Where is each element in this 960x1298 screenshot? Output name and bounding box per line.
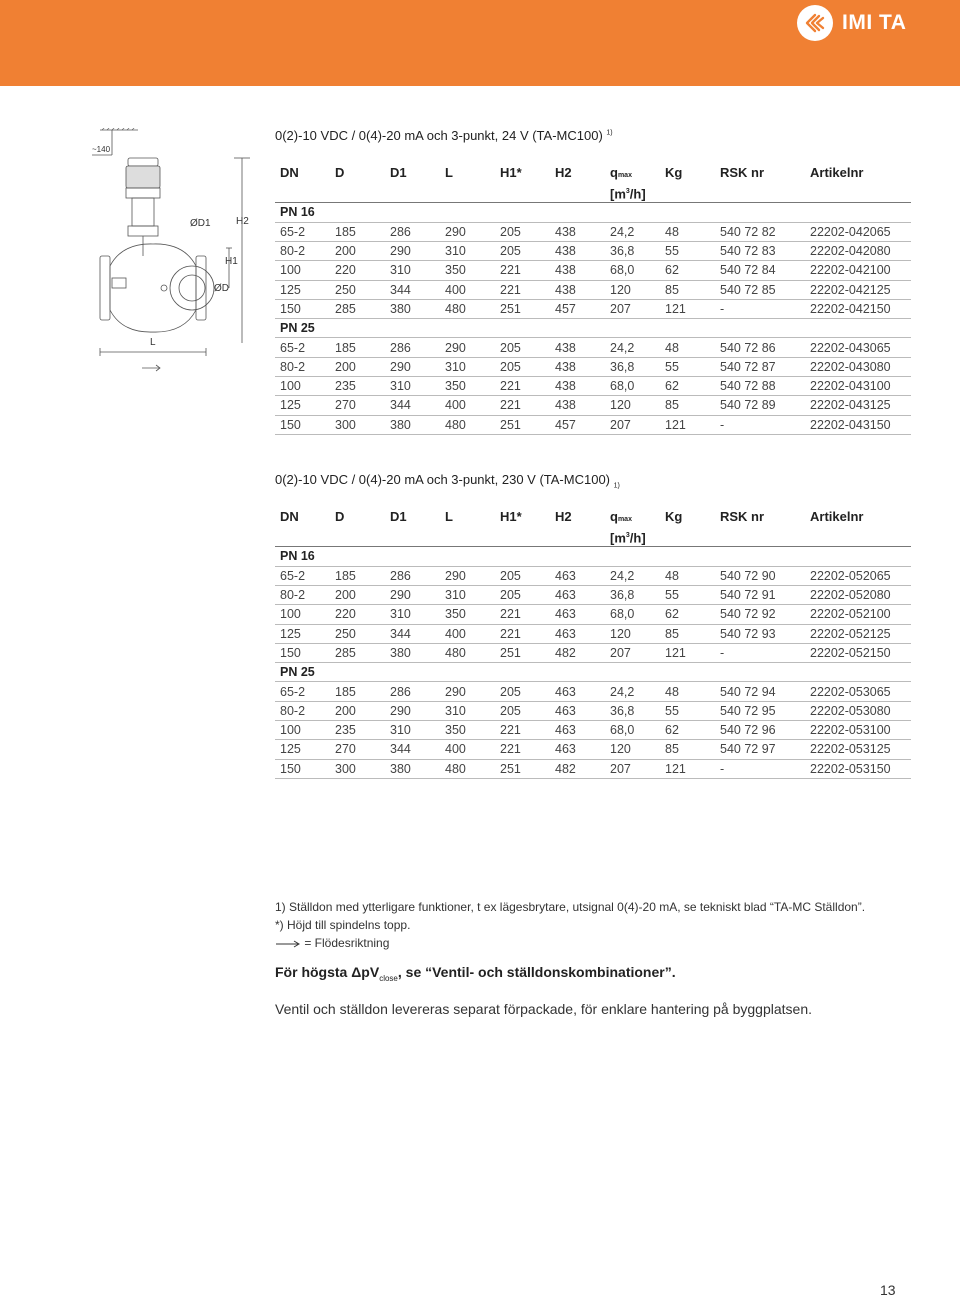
table-row — [275, 280, 911, 299]
page-number: 13 — [880, 1282, 896, 1298]
table-cell: 540 72 87 — [715, 357, 805, 376]
table-cell: 438 — [550, 261, 605, 280]
table-cell: 221 — [495, 377, 550, 396]
table-cell: 200 — [330, 701, 385, 720]
table-cell: 350 — [440, 721, 495, 740]
spec-table-24v — [275, 163, 911, 435]
table-cell: 290 — [440, 222, 495, 241]
table-cell: 68,0 — [605, 721, 660, 740]
table-cell: 286 — [385, 338, 440, 357]
table-row — [275, 605, 911, 624]
table-row — [275, 624, 911, 643]
table-cell: 55 — [660, 241, 715, 260]
table-row — [275, 241, 911, 260]
table-cell: 344 — [385, 396, 440, 415]
col-q-unit: [m — [610, 530, 626, 546]
table-cell: 22202-043065 — [805, 338, 911, 357]
table-cell: 205 — [495, 682, 550, 701]
table-cell: 221 — [495, 740, 550, 759]
table-cell: 480 — [440, 759, 495, 778]
table-cell: 55 — [660, 585, 715, 604]
table-row — [275, 377, 911, 396]
table-cell: 310 — [385, 261, 440, 280]
table-cell: 250 — [330, 624, 385, 643]
table-cell: 22202-043125 — [805, 396, 911, 415]
table-cell: 438 — [550, 241, 605, 260]
table-cell: 205 — [495, 357, 550, 376]
section2-title-note: 1) — [613, 482, 620, 490]
table-cell: 85 — [660, 624, 715, 643]
col-dn: DN — [280, 165, 299, 180]
combination-note-sub: close — [379, 973, 398, 983]
col-q-unit-sup: 3 — [625, 532, 630, 539]
table-cell: 24,2 — [605, 222, 660, 241]
table-cell: 380 — [385, 759, 440, 778]
table-cell: 463 — [550, 701, 605, 720]
drawing-label-d1: ØD1 — [190, 218, 211, 229]
table-cell: 22202-043100 — [805, 377, 911, 396]
section1-title-note: 1) — [606, 129, 613, 137]
table-cell: 350 — [440, 261, 495, 280]
table-cell: 290 — [385, 241, 440, 260]
table-cell: 344 — [385, 740, 440, 759]
table-cell: 65-2 — [275, 338, 330, 357]
table-cell: 480 — [440, 415, 495, 434]
table-row — [275, 222, 911, 241]
table-cell: 310 — [385, 605, 440, 624]
table-cell: 22202-053065 — [805, 682, 911, 701]
table-cell: 22202-043080 — [805, 357, 911, 376]
table-cell: 540 72 89 — [715, 396, 805, 415]
table-cell: 36,8 — [605, 701, 660, 720]
col-q-sub: max — [617, 516, 632, 523]
table-cell: 100 — [275, 377, 330, 396]
table-cell: 221 — [495, 261, 550, 280]
table-cell: 250 — [330, 280, 385, 299]
pressure-group-label: PN 16 — [275, 547, 911, 566]
table-cell: 310 — [440, 701, 495, 720]
table-cell: 85 — [660, 280, 715, 299]
col-q-unit-post: /h] — [629, 530, 646, 546]
table-cell: 270 — [330, 396, 385, 415]
table-cell: 540 72 95 — [715, 701, 805, 720]
table-cell: 463 — [550, 740, 605, 759]
col-kg: Kg — [665, 165, 683, 180]
drawing-label-d: ØD — [214, 283, 229, 294]
pressure-group-row — [275, 663, 911, 682]
table-cell: 22202-042065 — [805, 222, 911, 241]
table-cell: 310 — [440, 585, 495, 604]
table-cell: 125 — [275, 280, 330, 299]
table-row — [275, 566, 911, 585]
table-cell: 22202-053150 — [805, 759, 911, 778]
section1-title — [275, 128, 613, 143]
table-cell: 310 — [385, 377, 440, 396]
table-cell: 380 — [385, 299, 440, 318]
table-row — [275, 701, 911, 720]
table-cell: 300 — [330, 415, 385, 434]
col-q-sub: max — [617, 172, 632, 179]
table-cell: 22202-052080 — [805, 585, 911, 604]
table-cell: 22202-052125 — [805, 624, 911, 643]
col-q-unit-post: /h] — [629, 186, 646, 202]
col-art: Artikelnr — [810, 509, 864, 524]
table-cell: 457 — [550, 415, 605, 434]
table-cell: 540 72 84 — [715, 261, 805, 280]
table-cell: 290 — [385, 357, 440, 376]
table-row — [275, 396, 911, 415]
imi-logo-icon — [797, 5, 833, 41]
table-cell: 100 — [275, 605, 330, 624]
table-cell: 80-2 — [275, 701, 330, 720]
table-cell: 438 — [550, 377, 605, 396]
table-cell: 221 — [495, 605, 550, 624]
table-cell: 22202-053125 — [805, 740, 911, 759]
table-cell: 310 — [440, 241, 495, 260]
table-cell: 185 — [330, 338, 385, 357]
table-cell: 220 — [330, 605, 385, 624]
table-cell: 463 — [550, 585, 605, 604]
table-cell: 540 72 91 — [715, 585, 805, 604]
col-d: D — [335, 509, 345, 524]
table-cell: 125 — [275, 396, 330, 415]
table-row — [275, 643, 911, 662]
table-header-row — [275, 507, 911, 547]
table-cell: 48 — [660, 222, 715, 241]
table-cell: 22202-043150 — [805, 415, 911, 434]
table-cell: 480 — [440, 643, 495, 662]
table-cell: 463 — [550, 624, 605, 643]
table-row — [275, 721, 911, 740]
table-cell: 150 — [275, 759, 330, 778]
table-cell: 438 — [550, 396, 605, 415]
table-cell: 68,0 — [605, 377, 660, 396]
table-cell: 24,2 — [605, 682, 660, 701]
table-cell: 62 — [660, 377, 715, 396]
drawing-label-l: L — [150, 337, 156, 348]
table-cell: 48 — [660, 682, 715, 701]
table-cell: 251 — [495, 299, 550, 318]
col-qmax — [605, 507, 660, 547]
pressure-group-row — [275, 319, 911, 338]
table-cell: 68,0 — [605, 261, 660, 280]
table-cell: 400 — [440, 624, 495, 643]
table-cell: 36,8 — [605, 585, 660, 604]
table-cell: 150 — [275, 415, 330, 434]
table-cell: 235 — [330, 721, 385, 740]
table-cell: 438 — [550, 338, 605, 357]
table-cell: 344 — [385, 280, 440, 299]
table-cell: 120 — [605, 280, 660, 299]
table-row — [275, 415, 911, 434]
table-cell: 205 — [495, 338, 550, 357]
pressure-group-label: PN 25 — [275, 663, 911, 682]
table-cell: 62 — [660, 605, 715, 624]
table-cell: 48 — [660, 566, 715, 585]
col-q-unit: [m — [610, 186, 626, 202]
table-cell: 80-2 — [275, 357, 330, 376]
table-cell: 400 — [440, 396, 495, 415]
table-cell: 185 — [330, 566, 385, 585]
table-cell: 80-2 — [275, 241, 330, 260]
table-cell: 310 — [440, 357, 495, 376]
table-cell: 380 — [385, 643, 440, 662]
table-header-row — [275, 163, 911, 203]
col-h2: H2 — [555, 165, 572, 180]
pressure-group-label: PN 25 — [275, 319, 911, 338]
table-cell: 185 — [330, 682, 385, 701]
section2-title — [275, 472, 620, 490]
table-cell: 251 — [495, 759, 550, 778]
table-cell: 482 — [550, 759, 605, 778]
table-cell: 290 — [385, 585, 440, 604]
brand-logo — [797, 4, 924, 42]
table-cell: 540 72 83 — [715, 241, 805, 260]
col-l: L — [445, 165, 453, 180]
col-h1: H1* — [500, 509, 522, 524]
table-cell: 540 72 96 — [715, 721, 805, 740]
col-art: Artikelnr — [810, 165, 864, 180]
table-cell: 205 — [495, 701, 550, 720]
table-cell: 55 — [660, 357, 715, 376]
table-cell: 207 — [605, 415, 660, 434]
table-cell: 350 — [440, 605, 495, 624]
footnote-flow-text: = Flödesriktning — [304, 936, 390, 950]
combination-note-pre: För högsta ΔpV — [275, 964, 380, 980]
table-cell: 480 — [440, 299, 495, 318]
table-cell: 540 72 82 — [715, 222, 805, 241]
table-cell: 221 — [495, 280, 550, 299]
drawing-label-h2: H2 — [236, 216, 249, 227]
col-rsk: RSK nr — [720, 509, 765, 524]
table-cell: 200 — [330, 241, 385, 260]
table-cell: 22202-042125 — [805, 280, 911, 299]
table-cell: - — [715, 415, 805, 434]
table-cell: 48 — [660, 338, 715, 357]
table-cell: 22202-053080 — [805, 701, 911, 720]
table-cell: 286 — [385, 566, 440, 585]
table-cell: 290 — [440, 682, 495, 701]
table-cell: 100 — [275, 721, 330, 740]
table-cell: 540 72 94 — [715, 682, 805, 701]
table-cell: 286 — [385, 222, 440, 241]
table-cell: 540 72 88 — [715, 377, 805, 396]
table-cell: 221 — [495, 624, 550, 643]
table-cell: 22202-042080 — [805, 241, 911, 260]
table-cell: 235 — [330, 377, 385, 396]
table-cell: 185 — [330, 222, 385, 241]
table-cell: 120 — [605, 624, 660, 643]
table-cell: 400 — [440, 280, 495, 299]
table-cell: 205 — [495, 241, 550, 260]
table-row — [275, 338, 911, 357]
table-cell: 207 — [605, 759, 660, 778]
brand-header-bar — [0, 0, 960, 86]
table-cell: 482 — [550, 643, 605, 662]
table-cell: 22202-052150 — [805, 643, 911, 662]
col-l: L — [445, 509, 453, 524]
table-cell: 290 — [440, 566, 495, 585]
table-cell: 344 — [385, 624, 440, 643]
pressure-group-row — [275, 203, 911, 222]
table-cell: 55 — [660, 701, 715, 720]
col-q-unit-sup: 3 — [625, 188, 630, 195]
table-cell: 463 — [550, 566, 605, 585]
table-cell: - — [715, 299, 805, 318]
table-cell: 221 — [495, 721, 550, 740]
table-cell: - — [715, 643, 805, 662]
table-cell: 285 — [330, 643, 385, 662]
table-cell: 120 — [605, 740, 660, 759]
valve-drawing — [92, 128, 262, 373]
table-cell: 125 — [275, 624, 330, 643]
footnote-2: *) Höjd till spindelns topp. — [275, 918, 411, 932]
table-cell: 463 — [550, 721, 605, 740]
drawing-label-top: ~140 — [92, 145, 111, 154]
table-row — [275, 299, 911, 318]
table-cell: 150 — [275, 643, 330, 662]
table-cell: 62 — [660, 721, 715, 740]
table-cell: 380 — [385, 415, 440, 434]
table-cell: 438 — [550, 280, 605, 299]
table-cell: 400 — [440, 740, 495, 759]
col-kg: Kg — [665, 509, 683, 524]
table-cell: 22202-052100 — [805, 605, 911, 624]
table-cell: 85 — [660, 740, 715, 759]
table-cell: 463 — [550, 605, 605, 624]
table-cell: 463 — [550, 682, 605, 701]
table-cell: 438 — [550, 357, 605, 376]
table-cell: 540 72 85 — [715, 280, 805, 299]
col-h2: H2 — [555, 509, 572, 524]
pressure-group-label: PN 16 — [275, 203, 911, 222]
table-cell: 24,2 — [605, 566, 660, 585]
col-q-symbol: q — [610, 509, 618, 524]
table-cell: 540 72 93 — [715, 624, 805, 643]
table-row — [275, 357, 911, 376]
table-cell: - — [715, 759, 805, 778]
pressure-group-row — [275, 547, 911, 566]
table-row — [275, 585, 911, 604]
combination-note-post: , se “Ventil- och ställdonskombinationer”. — [397, 964, 676, 980]
table-row — [275, 261, 911, 280]
table-cell: 290 — [440, 338, 495, 357]
table-cell: 22202-053100 — [805, 721, 911, 740]
table-cell: 62 — [660, 261, 715, 280]
col-dn: DN — [280, 509, 299, 524]
table-cell: 121 — [660, 299, 715, 318]
table-cell: 65-2 — [275, 566, 330, 585]
table-cell: 290 — [385, 701, 440, 720]
col-q-symbol: q — [610, 165, 618, 180]
table-cell: 120 — [605, 396, 660, 415]
delivery-note: Ventil och ställdon levereras separat förpackade, för enklare hantering på byggplatsen. — [275, 1001, 813, 1017]
table-cell: 65-2 — [275, 222, 330, 241]
table-cell: 36,8 — [605, 357, 660, 376]
table-cell: 207 — [605, 643, 660, 662]
table-cell: 457 — [550, 299, 605, 318]
table-cell: 121 — [660, 759, 715, 778]
table-row — [275, 740, 911, 759]
col-d: D — [335, 165, 345, 180]
table-cell: 251 — [495, 643, 550, 662]
table-cell: 200 — [330, 357, 385, 376]
table-cell: 540 72 92 — [715, 605, 805, 624]
flow-arrow-icon — [275, 939, 301, 949]
table-cell: 207 — [605, 299, 660, 318]
table-cell: 438 — [550, 222, 605, 241]
col-qmax — [605, 163, 660, 203]
table-cell: 300 — [330, 759, 385, 778]
footnote-flow — [275, 934, 865, 952]
section1-title-text: 0(2)-10 VDC / 0(4)-20 mA och 3-punkt, 24 V (TA-MC100) — [275, 128, 603, 143]
table-row — [275, 682, 911, 701]
table-cell: 540 72 90 — [715, 566, 805, 585]
table-cell: 270 — [330, 740, 385, 759]
table-cell: 65-2 — [275, 682, 330, 701]
table-cell: 36,8 — [605, 241, 660, 260]
section2-title-text: 0(2)-10 VDC / 0(4)-20 mA och 3-punkt, 230 V (TA-MC100) — [275, 472, 610, 487]
footnotes — [275, 898, 865, 952]
table-cell: 121 — [660, 415, 715, 434]
table-cell: 540 72 97 — [715, 740, 805, 759]
col-rsk: RSK nr — [720, 165, 765, 180]
table-cell: 310 — [385, 721, 440, 740]
col-d1: D1 — [390, 509, 407, 524]
table-cell: 350 — [440, 377, 495, 396]
table-cell: 22202-042100 — [805, 261, 911, 280]
table-cell: 286 — [385, 682, 440, 701]
table-cell: 85 — [660, 396, 715, 415]
table-cell: 221 — [495, 396, 550, 415]
brand-name: IMI TA — [842, 11, 907, 34]
table-cell: 540 72 86 — [715, 338, 805, 357]
table-cell: 22202-042150 — [805, 299, 911, 318]
table-cell: 200 — [330, 585, 385, 604]
combination-note — [275, 964, 676, 983]
footnote-1: 1) Ställdon med ytterligare funktioner, t ex lägesbrytare, utsignal 0(4)-20 mA, se tekniskt blad “TA-MC Ställdon”. — [275, 900, 866, 914]
table-cell: 285 — [330, 299, 385, 318]
table-cell: 251 — [495, 415, 550, 434]
table-cell: 205 — [495, 585, 550, 604]
spec-table-230v — [275, 507, 911, 779]
table-cell: 68,0 — [605, 605, 660, 624]
table-cell: 125 — [275, 740, 330, 759]
table-cell: 220 — [330, 261, 385, 280]
table-row — [275, 759, 911, 778]
table-cell: 22202-052065 — [805, 566, 911, 585]
col-h1: H1* — [500, 165, 522, 180]
drawing-label-h1: H1 — [225, 256, 238, 267]
table-cell: 121 — [660, 643, 715, 662]
col-d1: D1 — [390, 165, 407, 180]
table-cell: 24,2 — [605, 338, 660, 357]
table-cell: 80-2 — [275, 585, 330, 604]
table-cell: 150 — [275, 299, 330, 318]
table-cell: 205 — [495, 566, 550, 585]
table-cell: 100 — [275, 261, 330, 280]
table-cell: 205 — [495, 222, 550, 241]
